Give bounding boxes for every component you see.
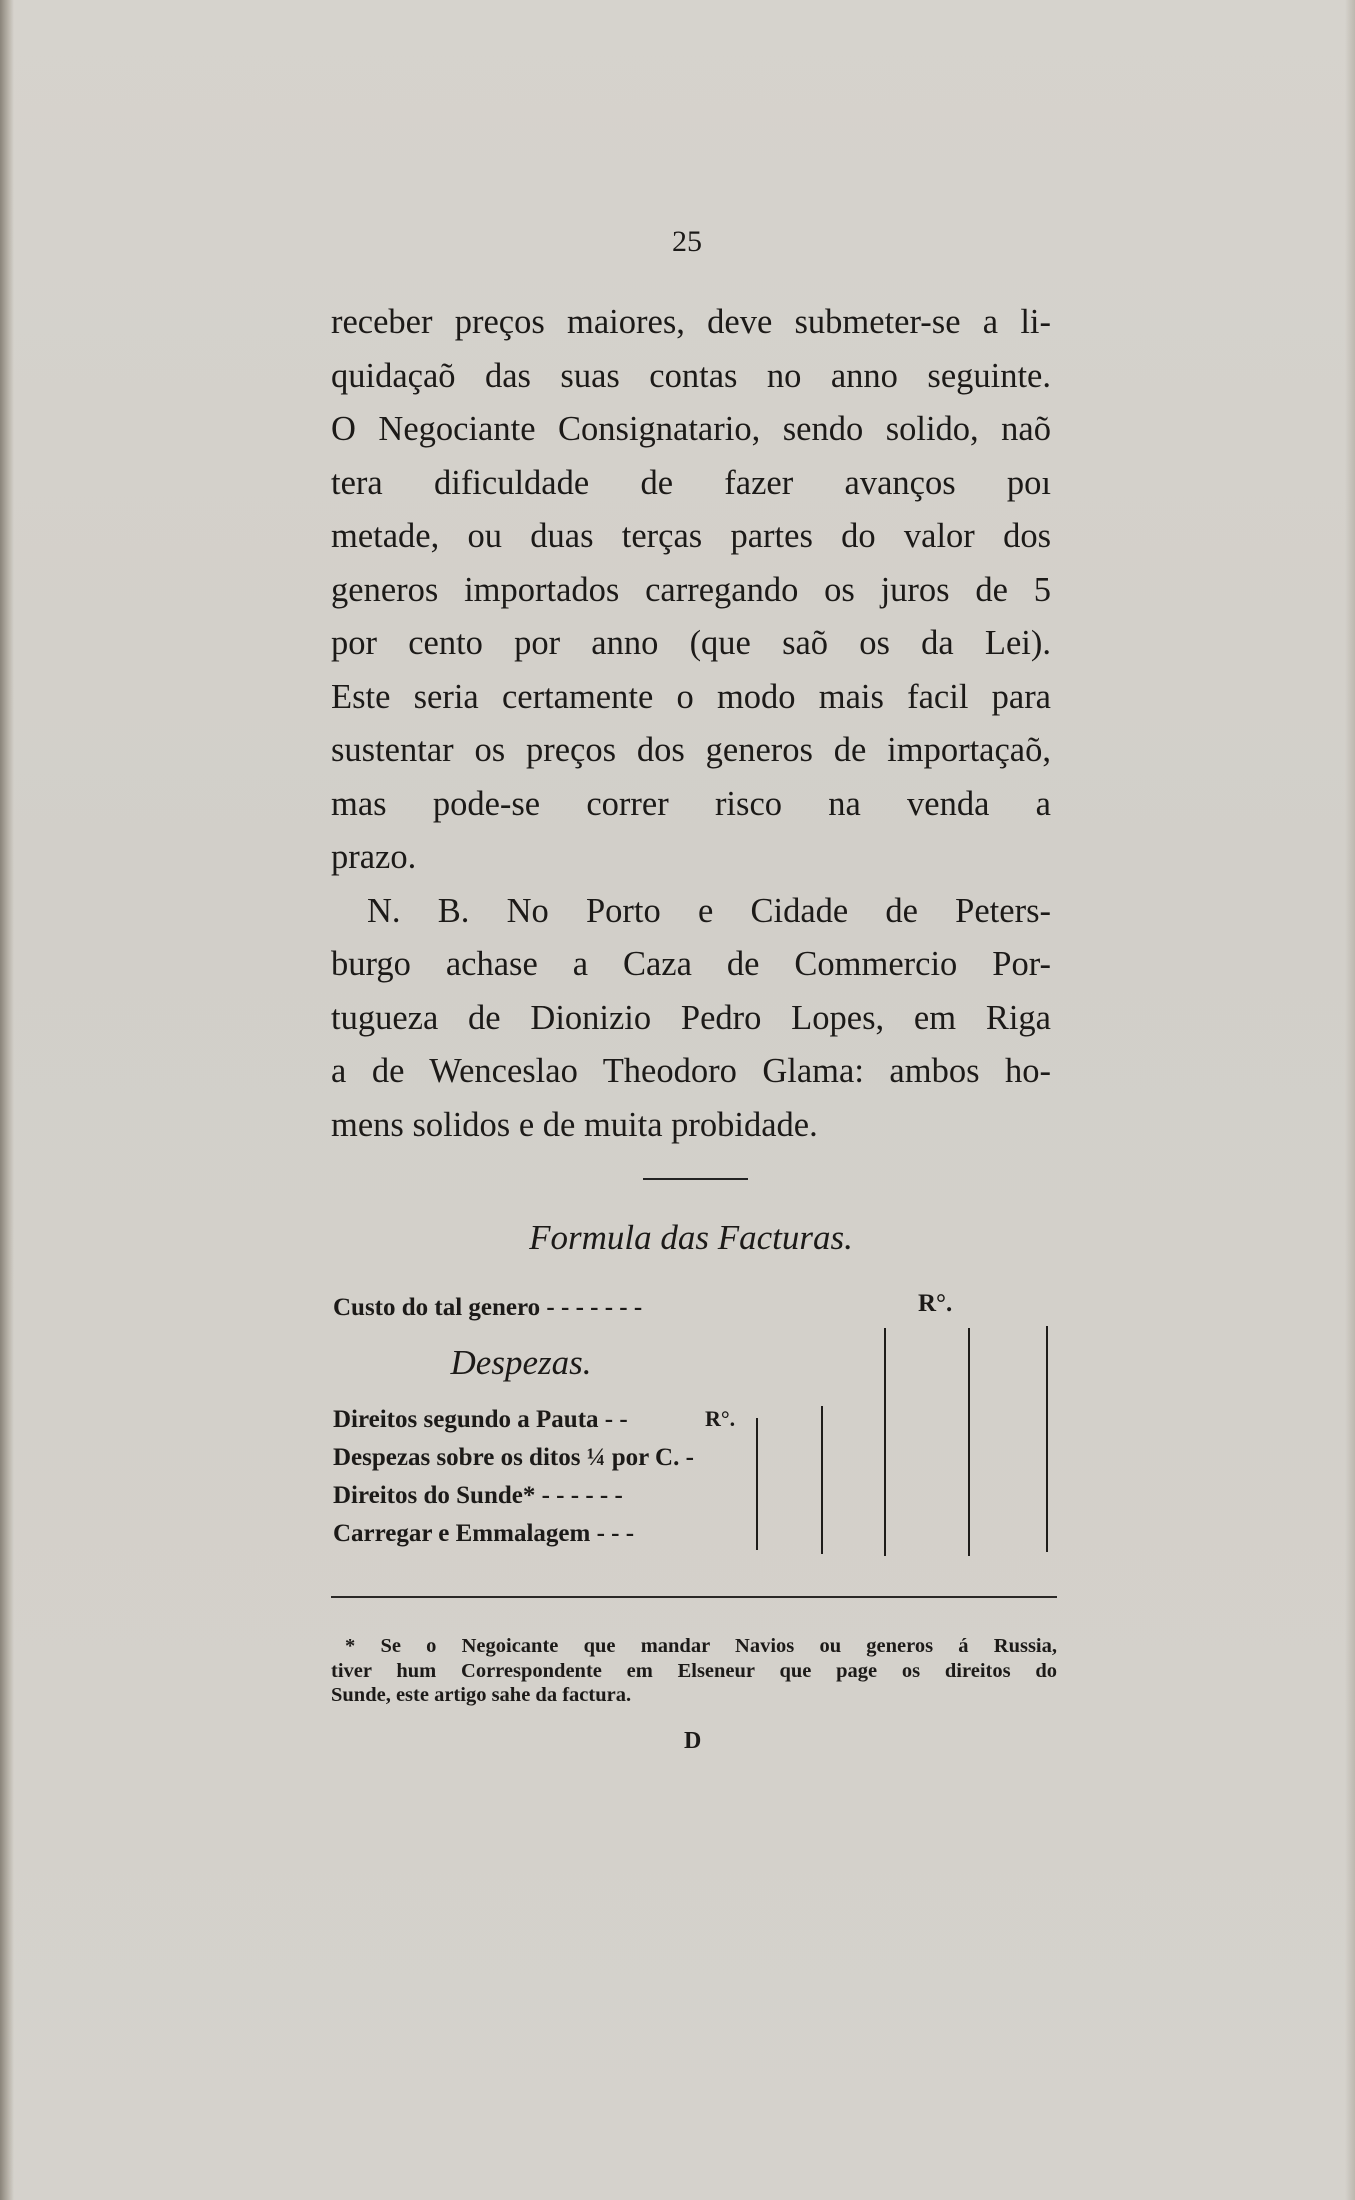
body-line: mas pode-se correr risco na venda a: [331, 784, 1051, 823]
body-text: [331, 296, 1051, 1152]
nb-line: N. B. No Porto e Cidade de Peters-: [367, 891, 1051, 930]
body-line: generos importados carregando os juros de 5: [331, 570, 1051, 609]
page-number: 25: [672, 225, 702, 258]
custo-unit: R°.: [918, 1290, 953, 1317]
page-right-edge: [1345, 0, 1355, 2200]
footnote-line: * Se o Negoicante que mandar Navios ou generos á Russia,: [345, 1635, 1057, 1657]
section-divider: [643, 1178, 748, 1180]
ledger-column-line: [756, 1418, 758, 1550]
expense-row: Despezas sobre os ditos ¼ por C. -: [333, 1444, 694, 1471]
body-line: por cento por anno (que saõ os da Lei).: [331, 624, 1051, 662]
nb-line: a de Wenceslao Theodoro Glama: ambos ho-: [331, 1052, 1051, 1090]
footnote-divider: [331, 1596, 1057, 1598]
form-title: Formula das Facturas.: [529, 1218, 853, 1257]
ledger-column-line: [821, 1406, 823, 1554]
despezas-title: Despezas.: [450, 1343, 592, 1382]
signature-mark: D: [684, 1728, 702, 1754]
nb-line: tugueza de Dionizio Pedro Lopes, em Riga: [331, 998, 1051, 1037]
nb-line: burgo achase a Caza de Commercio Por-: [331, 945, 1051, 983]
nb-line: mens solidos e de muita probidade.: [331, 1105, 818, 1144]
body-line: prazo.: [331, 838, 417, 876]
body-line: quidaçaõ das suas contas no anno seguinte.: [331, 356, 1051, 395]
body-line: receber preços maiores, deve submeter-se a li-: [331, 303, 1051, 341]
custo-row: Custo do tal genero - - - - - - -: [333, 1294, 643, 1321]
footnote-line: Sunde, este artigo sahe da factura.: [331, 1684, 632, 1706]
expense-row: Direitos do Sunde* - - - - - -: [333, 1482, 623, 1509]
body-line: metade, ou duas terças partes do valor dos: [331, 517, 1051, 555]
page-left-edge: [0, 0, 14, 2200]
body-line: sustentar os preços dos generos de importaçaõ,: [331, 731, 1051, 769]
body-line: O Negociante Consignatario, sendo solido, naõ: [331, 410, 1051, 448]
despezas-unit: R°.: [705, 1406, 736, 1431]
expense-row: Direitos segundo a Pauta - -: [333, 1406, 628, 1433]
expense-row: Carregar e Emmalagem - - -: [333, 1520, 635, 1547]
body-line: Este seria certamente o modo mais facil para: [331, 677, 1051, 716]
ledger-column-line: [884, 1328, 886, 1556]
ledger-column-line: [1046, 1326, 1048, 1552]
footnote-line: tiver hum Correspondente em Elseneur que page os direitos do: [331, 1659, 1057, 1682]
body-line: tera dificuldade de fazer avanços poı: [331, 463, 1051, 502]
footnote: [331, 1634, 1057, 1708]
ledger-column-line: [968, 1328, 970, 1556]
